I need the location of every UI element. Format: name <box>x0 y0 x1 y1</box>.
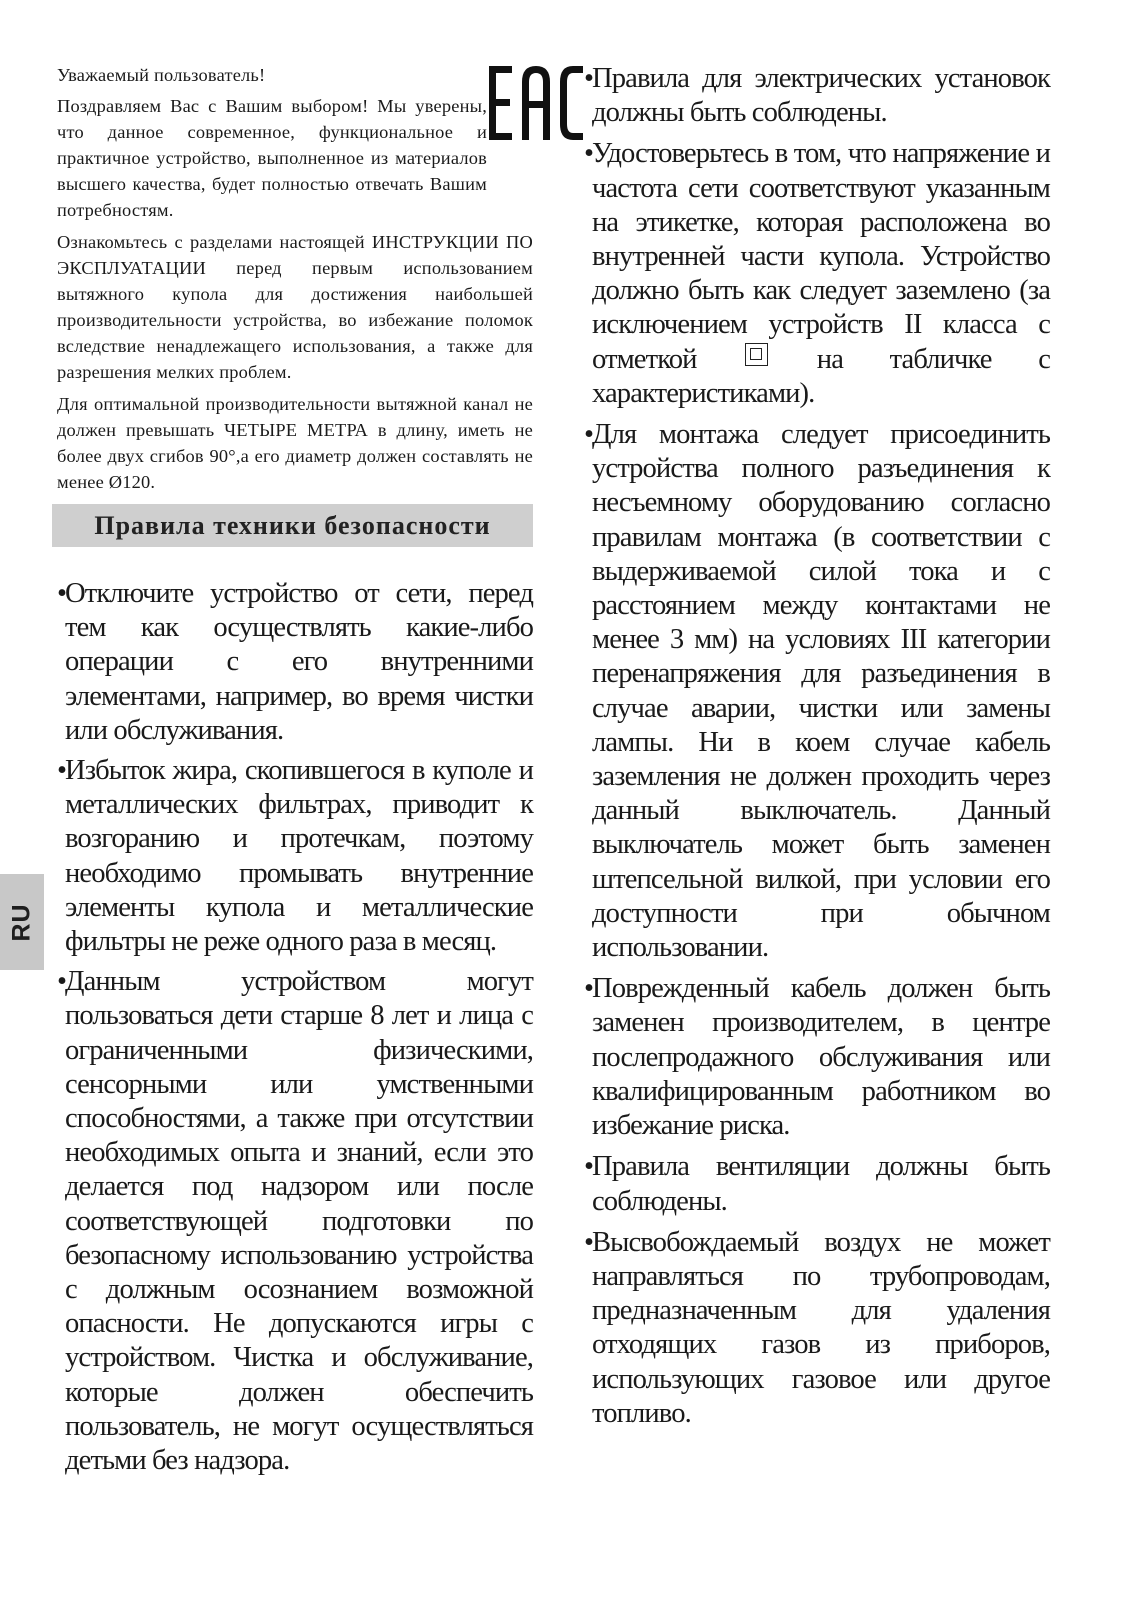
bullet-marker: • <box>584 138 594 170</box>
intro-section <box>57 62 533 495</box>
bullet-text: Избыток жира, скопившегося в куполе и металлических фильтрах, приводит к возгоранию и протечкам, поэтому необходимо промывать внутренние элементы купола и металлические фильтры не реже одного раза в месяц. <box>65 755 533 958</box>
bullet-marker: • <box>57 755 67 787</box>
bullet-text: Данным устройством могут пользоваться дети старше 8 лет и лица с ограниченными физическими, сенсорными или умственными способностями, а также при отсутствии необходимых опыта и знаний, если это делается под надзором или после соответствующей подготовки по безопасному использованию устройства с должным осознанием возможной опасности. Не допускаются игры с устройством. Чистка и обслуживание, которые должен обеспечить пользователь, не могут осуществляться детьми без надзора. <box>65 966 533 1477</box>
bullet-text: Правила для электрических установок должны быть соблюдены. <box>592 63 1050 129</box>
bullet-marker: • <box>584 1151 594 1183</box>
bullet-marker: • <box>584 419 594 451</box>
safety-bullet-voltage-grounding <box>584 137 1050 411</box>
safety-bullet-ventilation <box>584 1150 1050 1218</box>
left-column <box>57 62 533 1484</box>
bullet-text-part1: Удостоверьтесь в том, что напряжение и частота сети соответствуют указанным на этикетке, которая расположена во внутренней части купола. Устройство должно быть как следует заземлено (за исключением устройств II класса с отметкой <box>592 138 1050 375</box>
intro-paragraph-duct: Для оптимальной производительности вытяжной канал не должен превышать ЧЕТЫРЕ МЕТРА в длину, иметь не более двух сгибов 90°,а его диаметр должен составлять не менее Ø120. <box>57 394 533 492</box>
intro-greeting: Уважаемый пользователь! <box>57 65 266 85</box>
safety-bullet-disconnect-device <box>584 418 1050 965</box>
bullet-marker: • <box>584 1226 594 1258</box>
safety-bullet-exhaust-air <box>584 1226 1050 1431</box>
bullet-text: Поврежденный кабель должен быть заменен производителем, в центре послепродажного обслуживания или квалифицированным работником во избежание риска. <box>592 973 1050 1142</box>
safety-bullet-disconnect <box>57 577 533 748</box>
safety-bullet-grease <box>57 754 533 959</box>
safety-bullet-children <box>57 965 533 1478</box>
section-heading-safety: Правила техники безопасности <box>52 504 533 547</box>
intro-paragraph-instructions: Ознакомьтесь с разделами настоящей ИНСТРУКЦИИ ПО ЭКСПЛУАТАЦИИ перед первым использованием вытяжного купола для достижения наибольшей производительности устройства, во избежание поломок вследствие ненадлежащего использования, а также для разрешения мелких проблем. <box>57 232 533 382</box>
right-column <box>584 62 1050 1438</box>
language-tab-label: RU <box>7 902 36 942</box>
bullet-marker: • <box>57 966 67 998</box>
bullet-text: Правила вентиляции должны быть соблюдены. <box>592 1151 1050 1217</box>
safety-bullet-electrical-rules <box>584 62 1050 130</box>
safety-bullet-damaged-cable <box>584 972 1050 1143</box>
intro-paragraph-congratulations: Поздравляем Вас с Вашим выбором! Мы уверены, что данное современное, функциональное и практичное устройство, выполненное из материалов высшего качества, будет полностью отвечать Вашим потребностям. <box>57 96 487 220</box>
bullet-text: Отключите устройство от сети, перед тем как осуществлять какие-либо операции с его внутренними элементами, например, во время чистки или обслуживания. <box>65 578 533 746</box>
language-tab <box>0 874 44 970</box>
double-square-icon <box>745 343 768 366</box>
bullet-marker: • <box>57 578 67 609</box>
bullet-marker: • <box>584 63 594 94</box>
bullet-text: Для монтажа следует присоединить устройства полного разъединения к несъемному оборудованию согласно правилам монтажа (в соответствии с выдерживаемой силой тока и с расстоянием между контактами не менее 3 мм) на условиях III категории перенапряжения для разъединения в случае аварии, чистки или замены лампы. Ни в коем случае кабель заземления не должен проходить через данный выключатель. Данный выключатель может быть заменен штепсельной вилкой, при условии его доступности при обычном использовании. <box>592 419 1050 964</box>
left-bullet-list <box>57 577 533 1478</box>
bullet-text: Высвобождаемый воздух не может направляться по трубопроводам, предназначенным для удаления отходящих газов из приборов, использующих газовое или другое топливо. <box>592 1226 1050 1429</box>
bullet-text-part2: на табличке с характеристиками). <box>592 343 1051 409</box>
bullet-marker: • <box>584 973 594 1005</box>
